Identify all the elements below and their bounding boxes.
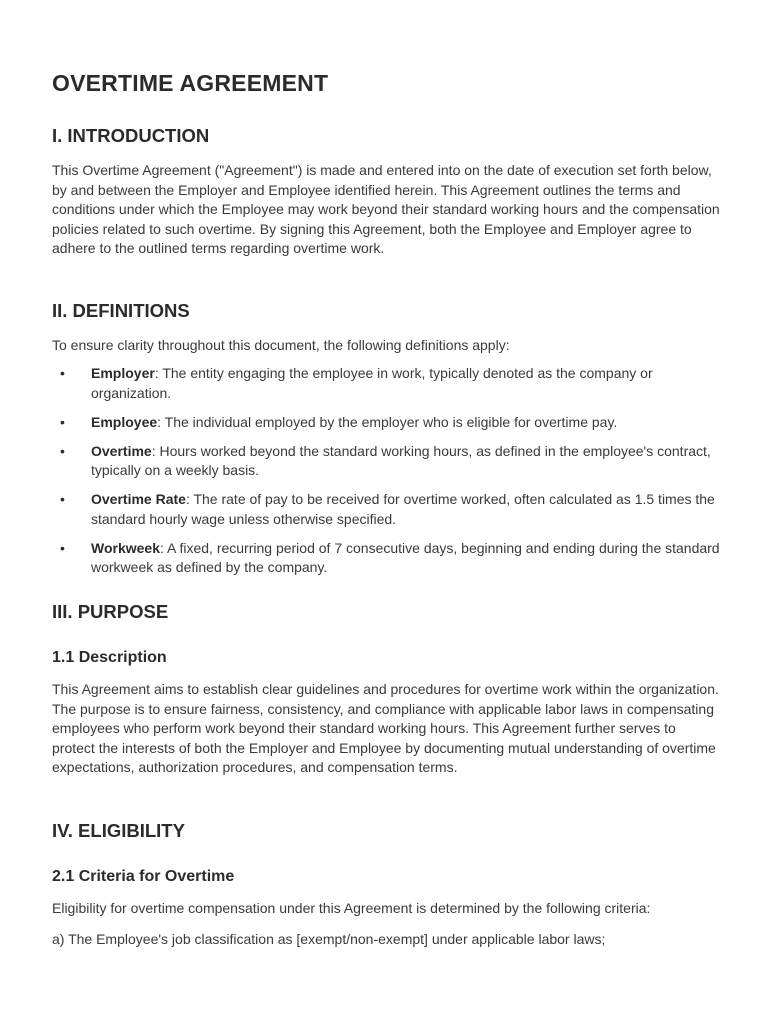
- definition-term: Employee: [91, 413, 158, 430]
- definition-item-overtime-rate: [52, 490, 722, 529]
- definition-item-overtime: [52, 442, 722, 481]
- definition-text: : Hours worked beyond the standard working hours, as defined in the employee's contract, typically on a weekly basis.: [91, 442, 711, 478]
- definitions-heading: II. DEFINITIONS: [52, 300, 190, 321]
- definition-term: Workweek: [91, 539, 160, 556]
- bullet-icon: •: [60, 539, 65, 556]
- definition-text: : The individual employed by the employer who is eligible for overtime pay.: [157, 413, 618, 430]
- definition-item-employer: [52, 364, 722, 403]
- definition-text: : The rate of pay to be received for overtime worked, often calculated as 1.5 times the standard hourly wage unless otherwise specified.: [91, 491, 715, 527]
- definition-term: Employer: [91, 365, 155, 381]
- definition-item-workweek: [52, 539, 722, 578]
- bullet-icon: •: [60, 413, 65, 430]
- bullet-icon: •: [60, 491, 65, 507]
- definition-term: Overtime Rate: [91, 491, 186, 507]
- introduction-paragraph: This Overtime Agreement ("Agreement") is made and entered into on the date of execution set forth below, by and between the Employer and Employee identified herein. This Agreement outlines the terms and conditions under which the Employee may work beyond their standard working hours and the compensation policies related to such overtime. By signing this Agreement, both the Employee and Employer agree to adhere to the outlined terms regarding overtime work.: [52, 162, 720, 256]
- definition-item-employee: [52, 413, 722, 433]
- eligibility-subheading: 2.1 Criteria for Overtime: [52, 868, 235, 885]
- eligibility-heading: IV. ELIGIBILITY: [52, 820, 185, 841]
- definition-term: Overtime: [91, 442, 152, 459]
- definition-text: : A fixed, recurring period of 7 consecutive days, beginning and ending during the standard workweek as defined by the company.: [91, 539, 720, 575]
- definitions-intro: To ensure clarity throughout this document, the following definitions apply:: [52, 337, 510, 353]
- purpose-subheading: 1.1 Description: [52, 649, 167, 666]
- purpose-heading: III. PURPOSE: [52, 601, 169, 622]
- definition-text: : The entity engaging the employee in work, typically denoted as the company or organization.: [91, 365, 653, 401]
- definitions-list: [52, 364, 722, 587]
- document-title: OVERTIME AGREEMENT: [52, 70, 329, 96]
- eligibility-criterion-a: a) The Employee's job classification as [exempt/non-exempt] under applicable labor laws;: [52, 931, 606, 947]
- introduction-heading: I. INTRODUCTION: [52, 125, 210, 146]
- purpose-paragraph: This Agreement aims to establish clear guidelines and procedures for overtime work within the organization. The purpose is to ensure fairness, consistency, and compliance with applicable labor laws in compensating employees who perform work beyond their standard working hours. This Agreement further serves to protect the interests of both the Employer and Employee by documenting mutual understanding of overtime expectations, authorization procedures, and compensation terms.: [52, 681, 719, 775]
- eligibility-paragraph: Eligibility for overtime compensation under this Agreement is determined by the following criteria:: [52, 900, 651, 916]
- bullet-icon: •: [60, 365, 65, 381]
- bullet-icon: •: [60, 442, 65, 459]
